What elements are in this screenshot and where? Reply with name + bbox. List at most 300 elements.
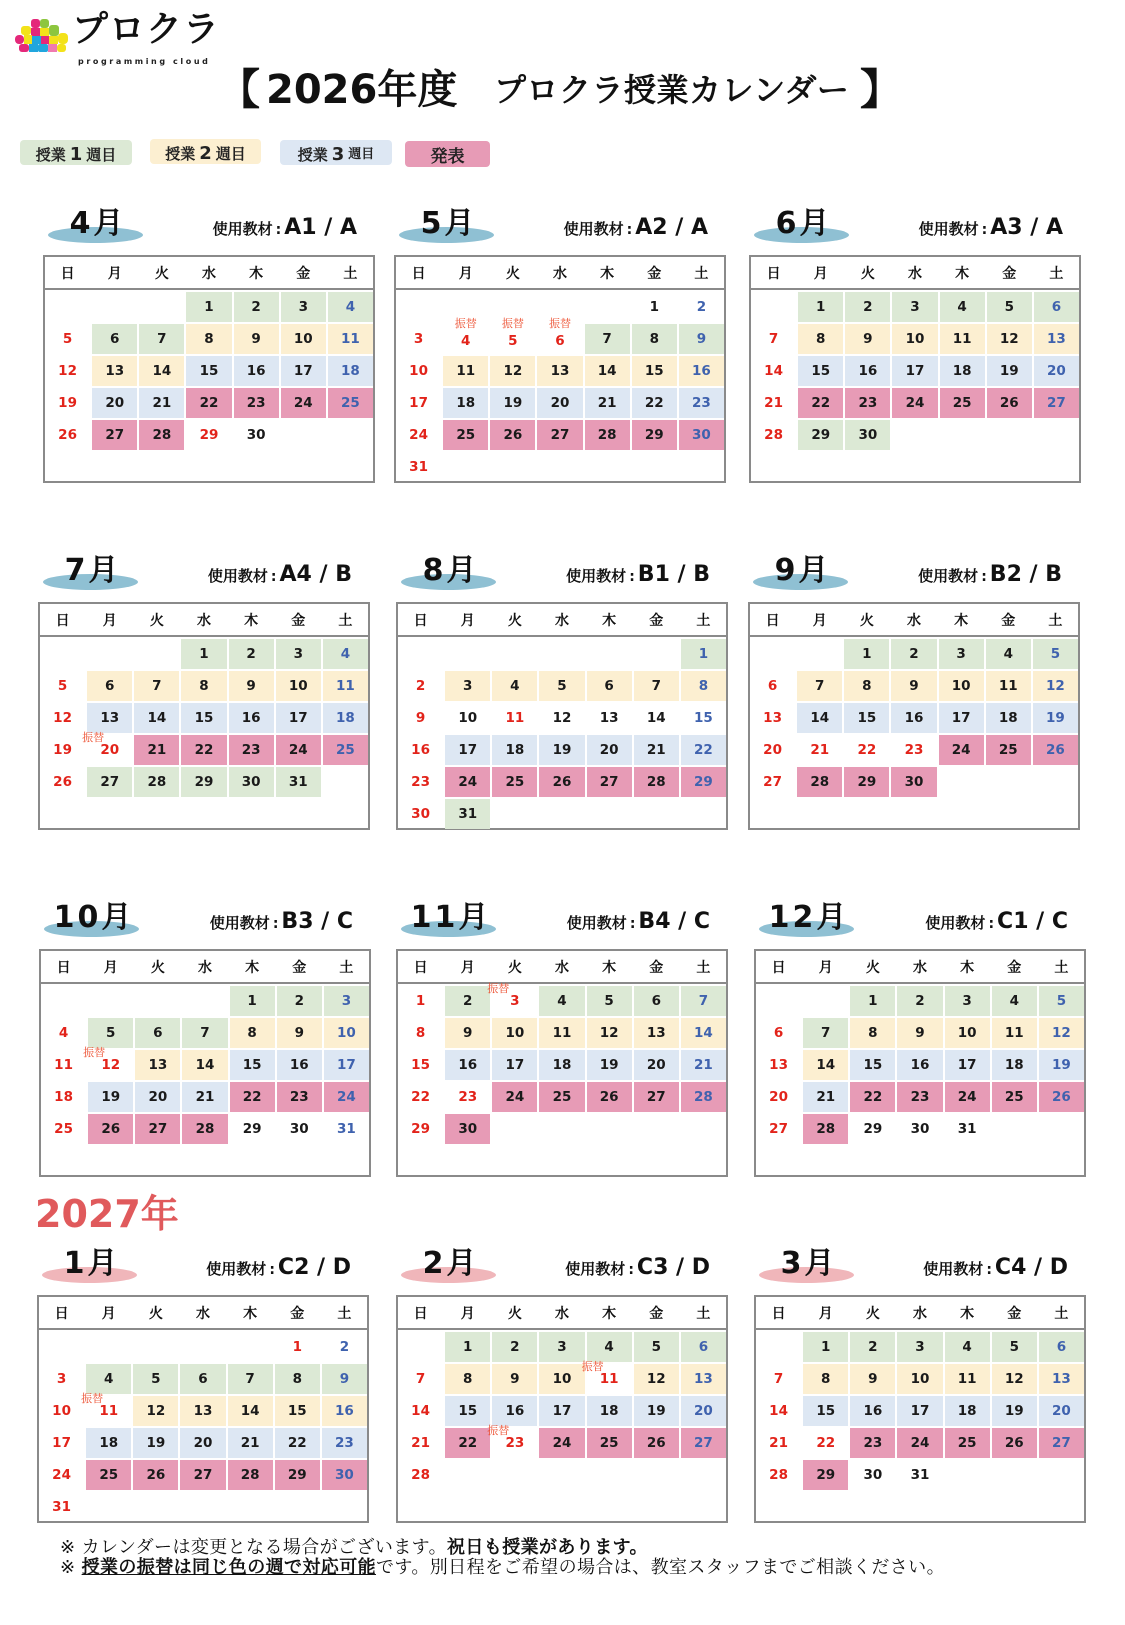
day-number: 27 bbox=[599, 774, 619, 790]
day-number: 14 bbox=[769, 1403, 788, 1419]
day-cell bbox=[492, 1050, 537, 1080]
day-number: 9 bbox=[294, 1025, 304, 1041]
day-cell bbox=[585, 356, 630, 386]
day-number: 26 bbox=[1052, 1089, 1071, 1105]
material-code: C2 / D bbox=[277, 1255, 351, 1280]
day-cell bbox=[798, 420, 843, 450]
material-info bbox=[206, 1255, 351, 1280]
material-separator: : bbox=[629, 916, 636, 932]
empty-cell bbox=[587, 799, 632, 829]
day-number: 7 bbox=[415, 1371, 426, 1387]
day-number: 20 bbox=[1052, 1403, 1071, 1419]
day-cell bbox=[445, 1396, 490, 1426]
day-cell bbox=[276, 703, 321, 733]
day-cell bbox=[634, 1018, 679, 1048]
day-number: 2 bbox=[246, 646, 256, 662]
legend-unit: 週目 bbox=[86, 146, 117, 164]
day-number: 7 bbox=[815, 678, 825, 694]
weekday-label: 木 bbox=[602, 959, 617, 976]
day-number: 13 bbox=[1052, 1371, 1071, 1387]
day-number: 3 bbox=[463, 678, 473, 694]
day-cell bbox=[39, 1396, 84, 1426]
day-cell bbox=[798, 356, 843, 386]
month-header bbox=[754, 1243, 1086, 1295]
day-cell bbox=[750, 703, 795, 733]
day-cell bbox=[587, 1050, 632, 1080]
day-cell bbox=[275, 1396, 320, 1426]
day-cell bbox=[892, 324, 937, 354]
day-number: 29 bbox=[863, 1121, 883, 1137]
weekday-label: 土 bbox=[696, 1305, 711, 1322]
weekday-label: 木 bbox=[960, 959, 975, 976]
weekday-label: 木 bbox=[960, 1305, 975, 1322]
day-number: 8 bbox=[247, 1025, 257, 1041]
material-info bbox=[565, 1255, 710, 1280]
day-number: 25 bbox=[957, 1435, 977, 1451]
day-cell bbox=[634, 703, 679, 733]
day-cell bbox=[844, 767, 889, 797]
day-number: 20 bbox=[100, 742, 120, 758]
note-underlined-text: 授業の振替は同じ色の週で対応可能 bbox=[81, 1557, 377, 1578]
day-number: 24 bbox=[409, 427, 428, 443]
day-cell bbox=[182, 1018, 227, 1048]
day-number: 20 bbox=[148, 1089, 168, 1105]
material-separator: : bbox=[986, 1262, 992, 1278]
day-number: 10 bbox=[293, 331, 313, 347]
day-cell bbox=[539, 1364, 584, 1394]
day-number: 12 bbox=[53, 710, 72, 726]
day-number: 4 bbox=[1009, 993, 1019, 1009]
day-cell bbox=[891, 703, 936, 733]
day-number: 1 bbox=[868, 993, 878, 1009]
day-number: 30 bbox=[411, 806, 430, 822]
day-cell bbox=[681, 1082, 726, 1112]
day-number: 24 bbox=[910, 1435, 930, 1451]
day-cell bbox=[681, 703, 726, 733]
day-cell bbox=[632, 420, 677, 450]
day-cell bbox=[939, 639, 984, 669]
weekday-label: 月 bbox=[460, 959, 475, 976]
day-cell bbox=[92, 388, 137, 418]
day-number: 24 bbox=[505, 1089, 525, 1105]
empty-cell bbox=[139, 292, 184, 322]
weekday-label: 火 bbox=[507, 1305, 522, 1322]
legend-week-2 bbox=[150, 139, 261, 164]
day-cell bbox=[92, 324, 137, 354]
month-label: 4月 bbox=[69, 206, 127, 241]
weekday-label: 木 bbox=[602, 612, 617, 629]
weekday-label: 日 bbox=[771, 959, 786, 976]
empty-cell bbox=[587, 1460, 632, 1490]
day-number: 25 bbox=[505, 774, 525, 790]
day-number: 10 bbox=[552, 1371, 572, 1387]
day-cell bbox=[581, 1360, 632, 1394]
day-cell bbox=[987, 356, 1032, 386]
day-cell bbox=[1033, 735, 1078, 765]
weekday-label: 月 bbox=[812, 612, 827, 629]
day-cell bbox=[45, 356, 90, 386]
day-number: 8 bbox=[868, 1025, 878, 1041]
day-cell bbox=[82, 731, 132, 765]
weekday-label: 金 bbox=[291, 612, 306, 629]
material-label: 使用教材 bbox=[566, 567, 627, 585]
day-cell bbox=[88, 1114, 133, 1144]
day-number: 10 bbox=[337, 1025, 356, 1041]
day-number: 10 bbox=[910, 1371, 930, 1387]
day-number: 17 bbox=[293, 363, 313, 379]
day-number: 16 bbox=[904, 710, 924, 726]
day-number: 11 bbox=[54, 1057, 73, 1073]
day-cell bbox=[39, 1364, 84, 1394]
substitute-day-note: 振替 bbox=[581, 1360, 604, 1373]
legend-number: 3 bbox=[331, 144, 345, 165]
day-cell bbox=[587, 1396, 632, 1426]
day-cell bbox=[234, 356, 279, 386]
month-header bbox=[38, 550, 370, 602]
day-number: 4 bbox=[58, 1025, 69, 1041]
title-open-bracket: 【 bbox=[218, 65, 261, 114]
calendar-grid bbox=[396, 949, 728, 1177]
day-cell bbox=[492, 671, 537, 701]
day-cell bbox=[277, 1114, 322, 1144]
day-cell bbox=[180, 1364, 225, 1394]
empty-cell bbox=[1034, 420, 1079, 450]
day-number: 7 bbox=[651, 678, 661, 694]
legend-label: 授業 bbox=[35, 146, 66, 164]
day-number: 22 bbox=[816, 1435, 836, 1451]
month-header bbox=[754, 897, 1086, 949]
day-number: 12 bbox=[999, 331, 1019, 347]
material-code: C4 / D bbox=[994, 1255, 1068, 1280]
day-cell bbox=[443, 388, 488, 418]
day-cell bbox=[492, 1018, 537, 1048]
day-number: 27 bbox=[763, 774, 782, 790]
day-cell bbox=[844, 639, 889, 669]
empty-cell bbox=[987, 420, 1032, 450]
day-cell bbox=[634, 1396, 679, 1426]
weekday-label: 金 bbox=[1007, 959, 1022, 976]
month-label: 5月 bbox=[420, 206, 478, 241]
day-number: 7 bbox=[157, 331, 167, 347]
day-cell bbox=[587, 1018, 632, 1048]
day-number: 28 bbox=[769, 1467, 788, 1483]
day-cell bbox=[892, 292, 937, 322]
day-number: 10 bbox=[957, 1025, 977, 1041]
day-cell bbox=[39, 1492, 84, 1522]
day-cell bbox=[679, 388, 724, 418]
day-number: 21 bbox=[769, 1435, 788, 1451]
day-number: 22 bbox=[863, 1089, 883, 1105]
day-number: 11 bbox=[552, 1025, 572, 1041]
day-cell bbox=[845, 420, 890, 450]
day-number: 11 bbox=[341, 331, 360, 347]
day-cell bbox=[398, 767, 443, 797]
weekday-label: 金 bbox=[1002, 265, 1017, 282]
day-cell bbox=[756, 1050, 801, 1080]
calendar-grid bbox=[749, 255, 1081, 483]
day-cell bbox=[275, 1428, 320, 1458]
day-number: 23 bbox=[458, 1089, 478, 1105]
day-number: 6 bbox=[1056, 1339, 1067, 1355]
day-cell bbox=[181, 735, 226, 765]
day-cell bbox=[1039, 1332, 1084, 1362]
day-number: 16 bbox=[289, 1057, 309, 1073]
weekday-label: 土 bbox=[1054, 959, 1069, 976]
material-separator: : bbox=[988, 916, 995, 932]
day-cell bbox=[398, 671, 443, 701]
day-number: 23 bbox=[858, 395, 878, 411]
material-label: 使用教材 bbox=[923, 1260, 984, 1278]
month-calendar bbox=[43, 203, 375, 483]
weekday-label: 土 bbox=[696, 959, 711, 976]
day-cell bbox=[445, 1082, 490, 1112]
weekday-label: 水 bbox=[196, 612, 211, 629]
empty-cell bbox=[679, 452, 724, 482]
day-cell bbox=[87, 671, 132, 701]
empty-cell bbox=[182, 986, 227, 1016]
day-number: 24 bbox=[337, 1089, 356, 1105]
day-cell bbox=[897, 1428, 942, 1458]
day-number: 27 bbox=[1052, 1435, 1071, 1451]
day-number: 12 bbox=[646, 1371, 666, 1387]
day-number: 3 bbox=[910, 299, 920, 315]
day-cell bbox=[798, 292, 843, 322]
weekday-label: 火 bbox=[865, 1305, 880, 1322]
day-number: 15 bbox=[644, 363, 664, 379]
day-cell bbox=[81, 1392, 131, 1426]
day-number: 25 bbox=[456, 427, 476, 443]
day-cell bbox=[328, 292, 373, 322]
day-number: 1 bbox=[821, 1339, 831, 1355]
day-cell bbox=[92, 420, 137, 450]
day-cell bbox=[798, 324, 843, 354]
day-number: 16 bbox=[241, 710, 261, 726]
weekday-label: 火 bbox=[154, 265, 169, 282]
day-cell bbox=[897, 1018, 942, 1048]
day-cell bbox=[803, 1428, 848, 1458]
day-cell bbox=[398, 799, 443, 829]
day-cell bbox=[681, 1364, 726, 1394]
day-cell bbox=[844, 735, 889, 765]
day-cell bbox=[891, 671, 936, 701]
day-number: 13 bbox=[763, 710, 782, 726]
material-info bbox=[923, 1255, 1068, 1280]
day-number: 9 bbox=[696, 331, 707, 347]
empty-cell bbox=[398, 639, 443, 669]
empty-cell bbox=[634, 799, 679, 829]
day-cell bbox=[940, 356, 985, 386]
material-separator: : bbox=[275, 222, 282, 238]
day-number: 7 bbox=[821, 1025, 831, 1041]
day-cell bbox=[679, 420, 724, 450]
day-cell bbox=[751, 388, 796, 418]
day-cell bbox=[139, 324, 184, 354]
day-number: 13 bbox=[1047, 331, 1066, 347]
legend-week-1 bbox=[20, 140, 132, 165]
material-label: 使用教材 bbox=[209, 914, 270, 932]
day-cell bbox=[182, 1050, 227, 1080]
day-number: 8 bbox=[415, 1025, 426, 1041]
empty-cell bbox=[228, 1492, 273, 1522]
day-number: 12 bbox=[599, 1025, 619, 1041]
day-number: 10 bbox=[458, 710, 478, 726]
weekday-header bbox=[756, 1297, 1084, 1330]
day-number: 16 bbox=[335, 1403, 354, 1419]
day-cell bbox=[277, 986, 322, 1016]
day-number: 7 bbox=[768, 331, 779, 347]
day-number: 7 bbox=[245, 1371, 255, 1387]
legend-number: 1 bbox=[69, 144, 83, 165]
material-label: 使用教材 bbox=[918, 567, 979, 585]
day-number: 18 bbox=[54, 1089, 73, 1105]
day-number: 9 bbox=[510, 1371, 520, 1387]
day-number: 27 bbox=[1047, 395, 1066, 411]
legend-week-3 bbox=[280, 140, 392, 165]
day-cell bbox=[445, 986, 490, 1016]
day-cell bbox=[940, 388, 985, 418]
day-number: 9 bbox=[246, 678, 256, 694]
day-cell bbox=[681, 1428, 726, 1458]
weekday-label: 木 bbox=[600, 265, 615, 282]
empty-cell bbox=[492, 1460, 537, 1490]
day-cell bbox=[897, 1332, 942, 1362]
weekday-label: 火 bbox=[148, 1305, 163, 1322]
empty-cell bbox=[180, 1492, 225, 1522]
day-cell bbox=[891, 639, 936, 669]
day-number: 6 bbox=[604, 678, 614, 694]
day-cell bbox=[324, 1018, 369, 1048]
day-number: 8 bbox=[204, 331, 214, 347]
day-number: 7 bbox=[152, 678, 162, 694]
day-cell bbox=[539, 1332, 584, 1362]
day-cell bbox=[681, 767, 726, 797]
weekday-label: 木 bbox=[954, 612, 969, 629]
empty-cell bbox=[275, 1492, 320, 1522]
day-cell bbox=[1033, 703, 1078, 733]
day-cell bbox=[1033, 671, 1078, 701]
day-number: 20 bbox=[193, 1435, 213, 1451]
weekday-header bbox=[396, 257, 724, 290]
days-grid bbox=[750, 637, 1078, 797]
weekday-label: 水 bbox=[554, 1305, 569, 1322]
day-number: 27 bbox=[148, 1121, 168, 1137]
day-cell bbox=[845, 356, 890, 386]
day-number: 5 bbox=[1056, 993, 1067, 1009]
day-number: 17 bbox=[458, 742, 478, 758]
day-cell bbox=[445, 799, 490, 829]
day-cell bbox=[40, 767, 85, 797]
day-number: 15 bbox=[242, 1057, 262, 1073]
day-cell bbox=[39, 1460, 84, 1490]
weekday-label: 木 bbox=[955, 265, 970, 282]
empty-cell bbox=[45, 292, 90, 322]
day-number: 21 bbox=[240, 1435, 260, 1451]
empty-cell bbox=[681, 1460, 726, 1490]
day-cell bbox=[892, 388, 937, 418]
weekday-label: 火 bbox=[505, 265, 520, 282]
month-label: 12月 bbox=[768, 900, 850, 935]
day-number: 2 bbox=[909, 646, 919, 662]
day-cell bbox=[180, 1396, 225, 1426]
day-cell bbox=[398, 735, 443, 765]
weekday-label: 火 bbox=[507, 959, 522, 976]
day-number: 28 bbox=[816, 1121, 836, 1137]
day-cell bbox=[939, 735, 984, 765]
day-cell bbox=[186, 420, 231, 450]
day-cell bbox=[322, 1460, 367, 1490]
day-cell bbox=[897, 1114, 942, 1144]
day-cell bbox=[180, 1460, 225, 1490]
day-cell bbox=[322, 1428, 367, 1458]
day-number: 21 bbox=[764, 395, 783, 411]
day-number: 16 bbox=[411, 742, 430, 758]
day-cell bbox=[281, 324, 326, 354]
weekday-label: 日 bbox=[413, 1305, 428, 1322]
day-number: 8 bbox=[816, 331, 826, 347]
day-cell bbox=[229, 671, 274, 701]
month-header bbox=[37, 1243, 369, 1295]
legend-label: 授業 bbox=[165, 145, 196, 163]
weekday-label: 金 bbox=[296, 265, 311, 282]
day-number: 13 bbox=[550, 363, 570, 379]
calendar-grid bbox=[37, 1295, 369, 1523]
substitute-day-note: 振替 bbox=[454, 317, 477, 330]
day-number: 29 bbox=[644, 427, 664, 443]
month-calendar bbox=[749, 203, 1081, 483]
day-number: 20 bbox=[769, 1089, 788, 1105]
day-cell bbox=[897, 1364, 942, 1394]
day-cell bbox=[1033, 639, 1078, 669]
day-number: 19 bbox=[646, 1403, 666, 1419]
day-number: 30 bbox=[858, 427, 878, 443]
day-number: 5 bbox=[508, 333, 518, 349]
day-number: 2 bbox=[915, 993, 925, 1009]
weekday-label: 月 bbox=[103, 959, 118, 976]
empty-cell bbox=[445, 639, 490, 669]
day-number: 22 bbox=[411, 1089, 430, 1105]
day-number: 29 bbox=[411, 1121, 430, 1137]
day-number: 4 bbox=[340, 646, 351, 662]
weekday-label: 木 bbox=[602, 1305, 617, 1322]
day-cell bbox=[750, 767, 795, 797]
month-calendar bbox=[748, 550, 1080, 830]
material-label: 使用教材 bbox=[212, 220, 273, 238]
day-number: 8 bbox=[649, 331, 659, 347]
day-number: 19 bbox=[552, 742, 572, 758]
day-number: 4 bbox=[461, 333, 471, 349]
day-number: 17 bbox=[905, 363, 925, 379]
empty-cell bbox=[539, 1460, 584, 1490]
day-number: 21 bbox=[152, 395, 172, 411]
material-label: 使用教材 bbox=[206, 1260, 267, 1278]
empty-cell bbox=[133, 1332, 178, 1362]
logo-brand: プロクラ bbox=[72, 9, 221, 50]
day-cell bbox=[139, 356, 184, 386]
day-cell bbox=[850, 1050, 895, 1080]
day-number: 25 bbox=[552, 1089, 572, 1105]
day-number: 14 bbox=[646, 710, 666, 726]
weekday-label: 木 bbox=[244, 612, 259, 629]
day-number: 14 bbox=[147, 710, 167, 726]
day-number: 3 bbox=[557, 1339, 567, 1355]
day-cell bbox=[803, 1332, 848, 1362]
day-cell bbox=[490, 356, 535, 386]
note-bold-text: 祝日も授業があります。 bbox=[447, 1537, 648, 1558]
day-number: 12 bbox=[1052, 1025, 1071, 1041]
day-cell bbox=[1039, 986, 1084, 1016]
day-number: 6 bbox=[698, 1339, 709, 1355]
day-number: 7 bbox=[200, 1025, 210, 1041]
